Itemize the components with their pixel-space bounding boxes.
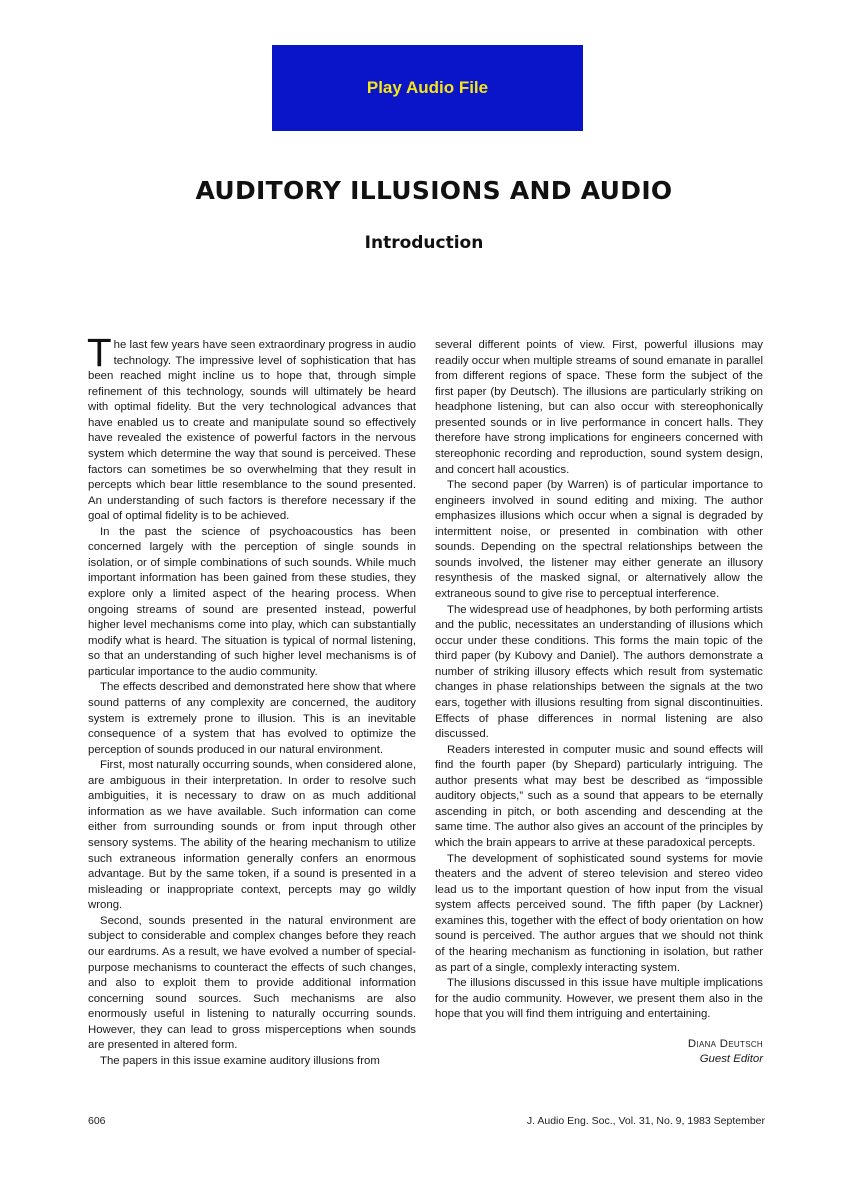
paragraph: The effects described and demonstrated here show that where sound patterns of any complexity are concerned, the auditory system is extremely prone to illusion. This is an inevitable consequence of a system that has evolved to optimize the perception of sounds produced in our natural environment.: [88, 681, 416, 756]
paragraph: The second paper (by Warren) is of particular importance to engineers involved in sound editing and mixing. The author emphasizes illusions which occur when a signal is degraded by intermittent noise, or presented in combination with other sounds. Depending on the spectral relationships between the sounds involved, the listener may either generate an illusory resynthesis of the masked signal, or alternatively allow the extraneous sound to give rise to perceptual interference.: [435, 479, 763, 600]
paragraph: The papers in this issue examine auditory illusions from: [100, 1054, 380, 1067]
paragraph: [88, 332, 416, 525]
paragraph: The development of sophisticated sound systems for movie theaters and the advent of stereo television and stereo video lead us to the important question of how input from the visual system affects perceived sound. The fifth paper (by Lackner) examines this, together with the effect of body orientation on how sound is perceived. The author argues that we should not think of the hearing mechanism as functioning in isolation, but rather as part of a single, complexly interacting system.: [435, 852, 763, 974]
paragraph: The illusions discussed in this issue have multiple implications for the audio community. However, we present them also in the hope that you will find them intriguing and entertaining.: [435, 977, 763, 1021]
play-audio-button[interactable]: Play Audio File: [272, 45, 583, 131]
paragraph: Second, sounds presented in the natural environment are subject to considerable and complex changes before they reach our eardrums. As a result, we have evolved a number of special-purpose mechanisms to counteract the effects of such changes, and also to exploit them to provide additional information concerning sound sources. Such mechanisms are also enormously useful in listening to naturally occurring sounds. However, they can lead to gross misperceptions when sounds are presented in altered form.: [88, 914, 416, 1052]
drop-cap: T: [88, 332, 111, 375]
author-name: Diana Deutsch: [687, 1037, 763, 1050]
paragraph: Readers interested in computer music and sound effects will find the fourth paper (by Shepard) particularly intriguing. The author presents what may best be described as “impossible auditory objects,” such as a sound that appears to be eternally ascending in pitch, or both ascending and descending at the same time. The author also gives an account of the principles by which the brain appears to arrive at these paradoxical percepts.: [435, 743, 763, 849]
author-signature: [435, 1037, 763, 1067]
paragraph-text: he last few years have seen extraordinary progress in audio technology. The impressive level of sophistication that has been reached might incline us to hope that, through simple refinement of this technology, sounds will ultimately be heard with optimal fidelity. But the very technological advances that have enabled us to create and manipulate sound so effectively have revealed the existence of powerful factors in the nervous system which determine the way that sound is perceived. These factors can sometimes be so overwhelming that they result in percepts which bear little resemblance to the sound presented. An understanding of such factors is therefore necessary if the goal of optimal fidelity is to be achieved.: [88, 339, 416, 523]
paragraph: several different points of view. First, powerful illusions may readily occur when multiple streams of sound emanate in parallel from different regions of space. These form the subject of the first paper (by Deutsch). The illusions are particularly striking on headphone listening, but can also occur with stereophonically presented sounds or in live performance in concert halls. They therefore have strong implications for engineers concerned with stereophonic recording and reproduction, sound system design, and concert hall acoustics.: [435, 339, 763, 476]
paragraph: The widespread use of headphones, by both performing artists and the public, necessitates an understanding of illusions which occur under these conditions. This forms the main topic of the third paper (by Kubovy and Daniel). The authors demonstrate a number of striking illusory effects which result from systematic changes in phase relationships between the signals at the two ears, together with illusions resulting from signal discontinuities. Effects of phase differences in normal listening are also discussed.: [435, 603, 763, 741]
author-role: Guest Editor: [699, 1052, 763, 1065]
left-column: [88, 332, 416, 1069]
paragraph: First, most naturally occurring sounds, when considered alone, are ambiguous in their interpretation. In order to resolve such ambiguities, it is necessary to draw on as much additional information as we have available. Such information can come either from surrounding sounds or from input through other sensory systems. The ability of the hearing mechanism to utilize such extraneous information generally confers an enormous advantage. But by the same token, if a sound is presented in a misleading or inappropriate context, percepts may go wildly wrong.: [88, 759, 416, 912]
article-title: AUDITORY ILLUSIONS AND AUDIO: [195, 176, 673, 205]
paragraph: In the past the science of psychoacoustics has been concerned largely with the perception of single sounds in isolation, or of simple combinations of such sounds. While much important information has been gained from these studies, they explore only a limited aspect of the hearing process. When ongoing streams of sound are presented instead, powerful higher level mechanisms come into play, which can substantially modify what is heard. The situation is typical of normal listening, so that an understanding of such higher level mechanisms is of particular importance to the audio community.: [88, 525, 416, 678]
journal-citation: J. Audio Eng. Soc., Vol. 31, No. 9, 1983 September: [526, 1115, 765, 1127]
page-number: 606: [88, 1115, 106, 1127]
right-column: [435, 338, 763, 1067]
article-subtitle: Introduction: [364, 233, 484, 253]
